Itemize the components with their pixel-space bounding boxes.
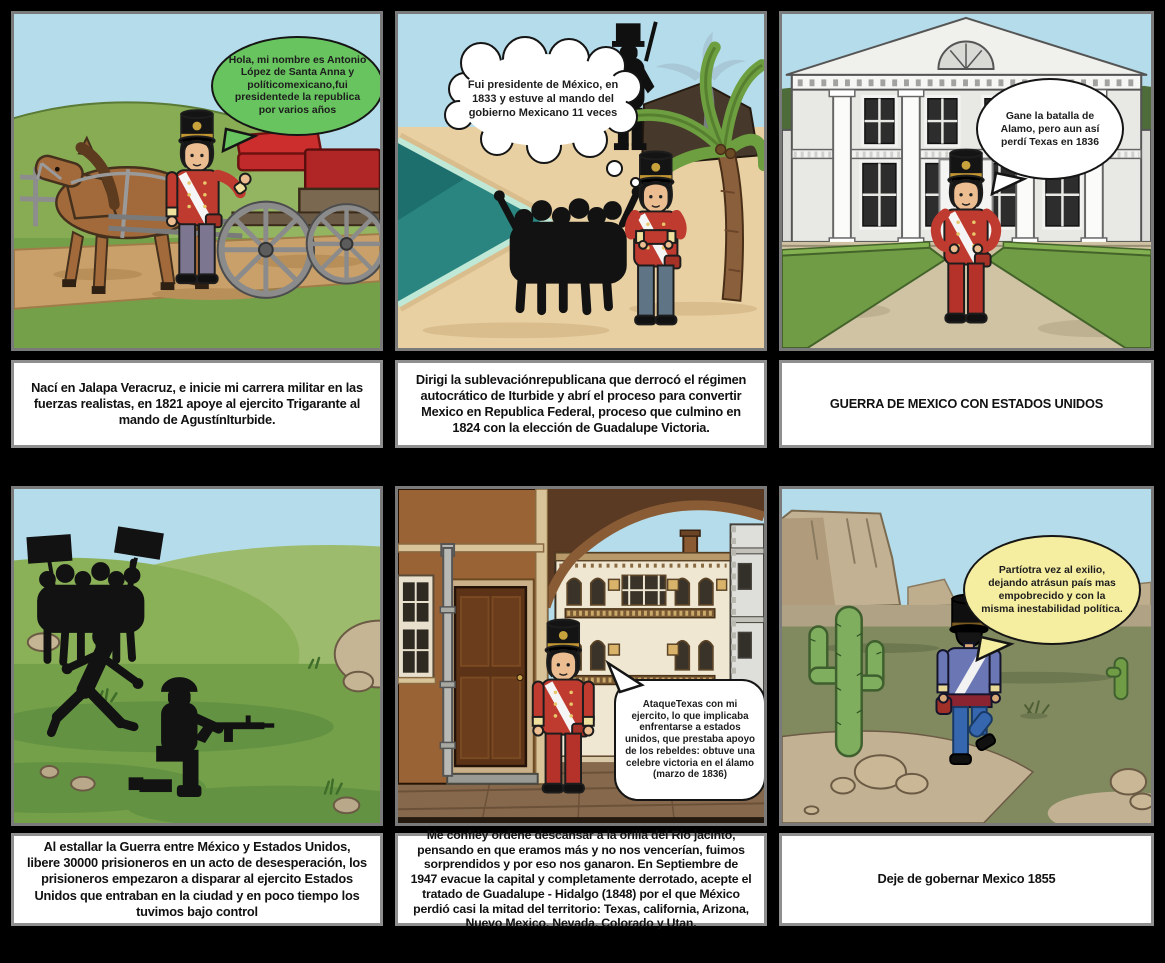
drainpipe: [440, 544, 455, 776]
caption-1: [11, 360, 383, 448]
panel-image-3: [779, 11, 1154, 351]
caption-4-text: Al estallar la Guerra entre México y Estados Unidos, libere 30000 prisioneros en un acto de desesperación, los prisioneros empezaron a disparar al ejercito Estados Unidos que entraban en la ciudad y en poco tiempo los tuvimos bajo control: [27, 839, 367, 919]
panel-image-2: [395, 11, 767, 351]
thought-dot: [606, 160, 623, 177]
speech-bubble-text: AtaqueTexas con mi ejercito, lo que implicaba enfrentarse a estados unidos, que prestaba apoyo de los rebeldes: obtuve una celebre victoria en el álamo (marzo de 1836): [624, 698, 756, 781]
speech-bubble-text: Gane la batalla de Alamo, pero aun así perdí Texas en 1836: [1000, 110, 1100, 148]
window: [398, 575, 435, 683]
speech-bubble: [211, 36, 383, 136]
caption-4: [11, 833, 383, 926]
thought-dot: [630, 177, 641, 188]
speech-bubble: [963, 535, 1141, 645]
caption-2-text: Dirigi la sublevaciónrepublicana que derrocó el régimen autocrático de Iturbide y abrí el proceso para convertir Mexico en Republica Federal, proceso que culmino en 1824 con la elección de Guadalupe Victoria.: [415, 371, 747, 436]
thought-bubble: [444, 36, 642, 164]
thought-bubble-text: Fui presidente de México, en 1833 y estuve al mando del gobierno Mexicano 11 veces: [467, 79, 619, 119]
desert-scene: [782, 489, 1151, 823]
panel-image-1: [11, 11, 383, 351]
caption-6: [779, 833, 1154, 926]
panel-image-4: [11, 486, 383, 826]
left-building: [398, 489, 548, 784]
speech-bubble-text: Hola, mi nombre es Antonio López de Santa Anna y políticomexicano,fui presidentede la republica por varios años: [228, 54, 367, 116]
caption-1-text: Nací en Jalapa Veracruz, e inicie mi carrera militar en las fuerzas realistas, en 1821 apoye al ejercito Trigarante al mando de AgustínIturbide.: [31, 379, 363, 428]
panel-image-5: [395, 486, 767, 826]
caption-2: [395, 360, 767, 448]
caption-5-text: Me confiéy ordene descansar a la orilla del Rio jacinto, pensando en que eramos más y no nos vencerían, fuimos sorprendidos y por eso nos ganaron. En Septiembre de 1947 evacue la capital y completamente derrotado, acepte el tratado de Guadalupe - Hidalgo (1848) por el que México perdió casi la mitad del territorio: Texas, california, Arizona, Nuevo Mexico, Nevada, Colorado y Utan.: [410, 827, 752, 931]
door: [447, 579, 538, 783]
speech-bubble-text: Partíotra vez al exilio, dejando atrásun país mas empobrecido y con la misma inestabilidad política.: [981, 565, 1123, 615]
speech-bubble: [614, 679, 766, 801]
caption-3: [779, 360, 1154, 448]
hillside-scene: [14, 489, 380, 823]
caption-6-text: Deje de gobernar Mexico 1855: [877, 871, 1056, 887]
mansion-scene: [782, 14, 1151, 348]
panel-image-6: [779, 486, 1154, 826]
caption-3-text: GUERRA DE MEXICO CON ESTADOS UNIDOS: [829, 395, 1104, 411]
caption-5: [395, 827, 767, 931]
speech-bubble: [976, 78, 1124, 180]
